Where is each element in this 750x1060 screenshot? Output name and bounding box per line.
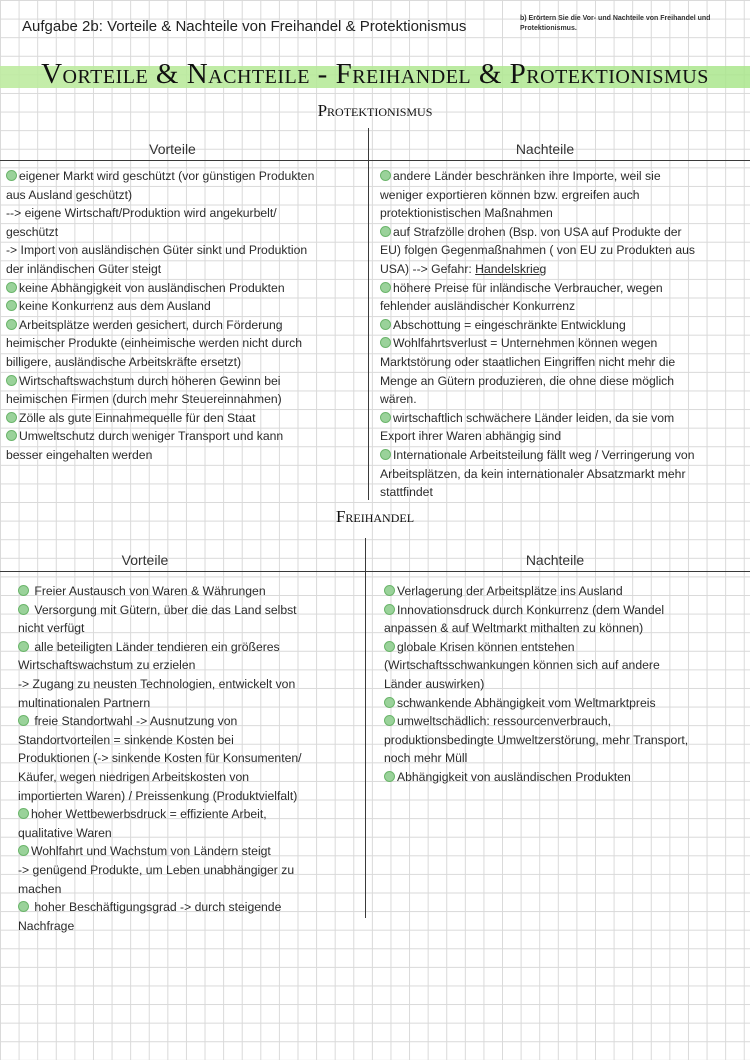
list-item-text: Länder auswirken) [384, 676, 485, 691]
list-item-text: Menge an Gütern produzieren, die ohne diese möglich [380, 373, 675, 388]
list-item [6, 297, 364, 316]
list-item-text: -> genügend Produkte, um Leben unabhängiger zu [18, 862, 295, 877]
list-item [380, 334, 746, 353]
bullet-dot-icon [380, 337, 391, 348]
bullet-dot-icon [380, 282, 391, 293]
list-item [384, 638, 744, 657]
list-item-text: EU) folgen Gegenmaßnahmen ( von EU zu Produkten aus [380, 243, 696, 258]
list-item [380, 223, 746, 242]
list-item-text: (Wirtschaftsschwankungen können sich auf andere [384, 658, 660, 673]
list-item-text: Nachfrage [18, 918, 75, 933]
bullet-dot-icon [384, 697, 395, 708]
bullet-dot-icon [6, 375, 17, 386]
list-item-text: Arbeitsplätzen, da kein internationaler Absatzmarkt mehr [380, 466, 686, 481]
list-item [380, 465, 746, 484]
list-item-text: Wohlfahrt und Wachstum von Ländern steigt [31, 844, 271, 859]
list-item [380, 409, 746, 428]
list-item [380, 372, 746, 391]
bullet-dot-icon [6, 282, 17, 293]
list-item [6, 334, 364, 353]
list-item-text: Arbeitsplätze werden gesichert, durch Förderung [19, 317, 283, 332]
list-item-text: Versorgung mit Gütern, über die das Land selbst [31, 602, 297, 617]
list-item-text: hoher Beschäftigungsgrad -> durch steigende [31, 900, 282, 915]
column-head-nachteile: Nachteile [525, 552, 585, 568]
list-item-text: andere Länder beschränken ihre Importe, weil sie [393, 169, 661, 183]
list-item [18, 712, 360, 731]
list-item-text: protektionistischen Maßnahmen [380, 206, 553, 221]
list-item [384, 601, 744, 620]
list-item [6, 204, 364, 223]
list-item-text: auf Strafzölle drohen (Bsp. von USA auf Produkte der [393, 224, 682, 239]
list-item [18, 824, 360, 843]
bullet-dot-icon [384, 604, 395, 615]
column-head-vorteile: Vorteile [121, 552, 169, 568]
list-item-text: stattfindet [380, 485, 433, 500]
bullet-dot-icon [380, 412, 391, 423]
list-item-text: aus Ausland geschützt) [6, 187, 133, 202]
bullet-dot-icon [384, 585, 395, 596]
bullet-dot-icon [6, 430, 17, 441]
list-item-text: Freier Austausch von Waren & Währungen [31, 584, 266, 598]
list-item-text: -> Import von ausländischen Güter sinkt und Produktion [6, 243, 308, 258]
bullet-dot-icon [6, 412, 17, 423]
list-item [384, 768, 744, 787]
list-item [18, 768, 360, 787]
list-item-text: importierten Waren) / Preissenkung (Produktvielfalt) [18, 788, 298, 803]
list-item-text: Käufer, wegen niedrigen Arbeitskosten von [18, 769, 250, 784]
list-item [384, 619, 744, 638]
bullet-dot-icon [18, 641, 29, 652]
bullet-dot-icon [384, 771, 395, 782]
list-item [380, 353, 746, 372]
bullet-dot-icon [6, 300, 17, 311]
list-item [380, 390, 746, 409]
list-item-text: machen [18, 881, 62, 896]
bullet-dot-icon [18, 715, 29, 726]
list-item-text: Export ihrer Waren abhängig sind [380, 429, 562, 444]
bullet-dot-icon [18, 901, 29, 912]
list-item [380, 260, 746, 279]
table-divider-vertical [365, 538, 366, 918]
column-head-nachteile: Nachteile [515, 141, 575, 157]
list-item-text: geschützt [6, 224, 59, 239]
list-item [18, 601, 360, 620]
list-item-text: Abschottung = eingeschränkte Entwicklung [393, 317, 626, 332]
list-item [18, 731, 360, 750]
list-item-text: Standortvorteilen = sinkende Kosten bei [18, 732, 234, 747]
column-head-vorteile: Vorteile [149, 141, 196, 157]
list-item [6, 409, 364, 428]
list-item [384, 731, 744, 750]
list-item [6, 186, 364, 205]
list-item [6, 353, 364, 372]
bullet-dot-icon [6, 319, 17, 330]
list-item [380, 167, 746, 186]
list-item-text: eigener Markt wird geschützt (vor günstigen Produkten [19, 169, 315, 183]
list-item-text: Marktstörung oder staatlichen Eingriffen nicht mehr die [380, 354, 676, 369]
list-item [6, 279, 364, 298]
list-item [18, 638, 360, 657]
list-item [18, 898, 360, 917]
list-item-text: keine Konkurrenz aus dem Ausland [19, 299, 211, 314]
bullet-dot-icon [380, 319, 391, 330]
list-item-text: noch mehr Müll [384, 751, 468, 766]
list-item-text: wären. [380, 392, 417, 407]
list-item-text: Internationale Arbeitsteilung fällt weg / Verringerung von [393, 447, 695, 462]
list-item [18, 842, 360, 861]
list-item [18, 675, 360, 694]
list-item [380, 446, 746, 465]
list-item [6, 260, 364, 279]
list-item-text: alle beteiligten Länder tendieren ein größeres [31, 639, 280, 654]
list-item [380, 204, 746, 223]
bullet-dot-icon [384, 715, 395, 726]
list-item [6, 446, 364, 465]
list-item-text: weniger exportieren können bzw. ergreifen auch [380, 187, 640, 202]
list-item-text: Wirtschaftswachstum durch höheren Gewinn bei [19, 373, 281, 388]
bullet-dot-icon [18, 845, 29, 856]
list-item-text: heimischen Firmen (durch mehr Steuereinnahmen) [6, 392, 282, 407]
list-item-text: fehlender ausländischer Konkurrenz [380, 299, 576, 314]
list-item [380, 279, 746, 298]
list-item [380, 186, 746, 205]
list-item [18, 880, 360, 899]
list-item [18, 749, 360, 768]
list-item-text: heimischer Produkte (einheimische werden nicht durch [6, 336, 303, 351]
list-item [380, 427, 746, 446]
list-item [384, 675, 744, 694]
list-item [6, 390, 364, 409]
list-item [380, 483, 746, 502]
list-item [6, 372, 364, 391]
list-item-text: hoher Wettbewerbsdruck = effiziente Arbeit, [31, 807, 267, 822]
list-item-text: Zölle als gute Einnahmequelle für den Staat [19, 410, 256, 425]
list-item [380, 297, 746, 316]
list-item [384, 694, 744, 713]
task-title: Aufgabe 2b: Vorteile & Nachteile von Freihandel & Protektionismus [22, 18, 467, 35]
list-item-text: Innovationsdruck durch Konkurrenz (dem Wandel [397, 602, 665, 617]
table-divider-horizontal [0, 571, 750, 572]
list-item-text: Wirtschaftswachstum zu erzielen [18, 658, 196, 673]
list-item [6, 241, 364, 260]
list-item-text: -> Zugang zu neusten Technologien, entwickelt von [18, 676, 296, 691]
list-item-text: keine Abhängigkeit von ausländischen Produkten [19, 280, 285, 295]
protektionismus-nachteile-list [380, 167, 746, 502]
list-item-text: schwankende Abhängigkeit vom Weltmarktpreis [397, 695, 656, 710]
list-item-text: der inländischen Güter steigt [6, 261, 162, 276]
freihandel-nachteile-list [384, 582, 744, 787]
bullet-dot-icon [380, 449, 391, 460]
list-item-text: billigere, ausländische Arbeitskräfte ersetzt) [6, 354, 242, 369]
list-item-text: besser eingehalten werden [6, 447, 153, 462]
bullet-dot-icon [380, 170, 391, 181]
bullet-dot-icon [18, 808, 29, 819]
list-item-text: Umweltschutz durch weniger Transport und kann [19, 429, 284, 444]
freihandel-vorteile-list [18, 582, 360, 935]
task-instruction: b) Erörtern Sie die Vor- und Nachteile von Freihandel und Protektionismus. [520, 15, 711, 32]
list-item-text: globale Krisen können entstehen [397, 639, 575, 654]
list-item [18, 694, 360, 713]
list-item [18, 619, 360, 638]
list-item [18, 917, 360, 936]
list-item [18, 582, 360, 601]
list-item [384, 656, 744, 675]
list-item [18, 656, 360, 675]
list-item-text: umweltschädlich: ressourcenverbrauch, [397, 714, 612, 729]
list-item-text: --> eigene Wirtschaft/Produktion wird angekurbelt/ [6, 206, 277, 221]
list-item-text: qualitative Waren [18, 825, 112, 840]
list-item-text: wirtschaftlich schwächere Länder leiden, da sie vom [393, 410, 675, 425]
list-item [384, 712, 744, 731]
list-item-text: nicht verfügt [18, 621, 85, 636]
list-item [6, 427, 364, 446]
list-item-text: höhere Preise für inländische Verbraucher, wegen [393, 280, 663, 295]
list-item-text: anpassen & auf Weltmarkt mithalten zu können) [384, 621, 644, 636]
main-title: Vorteile & Nachteile - Freihandel & Protektionismus [41, 58, 709, 90]
list-item [384, 749, 744, 768]
list-item-text: Verlagerung der Arbeitsplätze ins Ausland [397, 584, 623, 598]
list-item-text: Wohlfahrtsverlust = Unternehmen können wegen [393, 336, 658, 351]
list-item [18, 805, 360, 824]
bullet-dot-icon [6, 170, 17, 181]
list-item-text: Produktionen (-> sinkende Kosten für Konsumenten/ [18, 751, 302, 766]
bullet-dot-icon [18, 604, 29, 615]
list-item [18, 787, 360, 806]
list-item [18, 861, 360, 880]
list-item [6, 167, 364, 186]
bullet-dot-icon [18, 585, 29, 596]
table-divider-horizontal [0, 160, 750, 161]
list-item-text: freie Standortwahl -> Ausnutzung von [31, 714, 238, 729]
bullet-dot-icon [384, 641, 395, 652]
section-title-freihandel: Freihandel [335, 507, 415, 526]
list-item [6, 223, 364, 242]
list-item-text: Abhängigkeit von ausländischen Produkten [397, 769, 631, 784]
list-item-text: produktionsbedingte Umweltzerstörung, mehr Transport, [384, 732, 689, 747]
list-item [380, 316, 746, 335]
table-divider-vertical [368, 128, 369, 500]
list-item [6, 316, 364, 335]
underlined-term: Handelskrieg [475, 261, 547, 276]
protektionismus-vorteile-list [6, 167, 364, 465]
list-item-text: USA) --> Gefahr: [380, 261, 476, 276]
list-item [380, 241, 746, 260]
list-item [384, 582, 744, 601]
list-item-text: multinationalen Partnern [18, 695, 151, 710]
bullet-dot-icon [380, 226, 391, 237]
section-title-protektionismus: Protektionismus [317, 101, 433, 120]
